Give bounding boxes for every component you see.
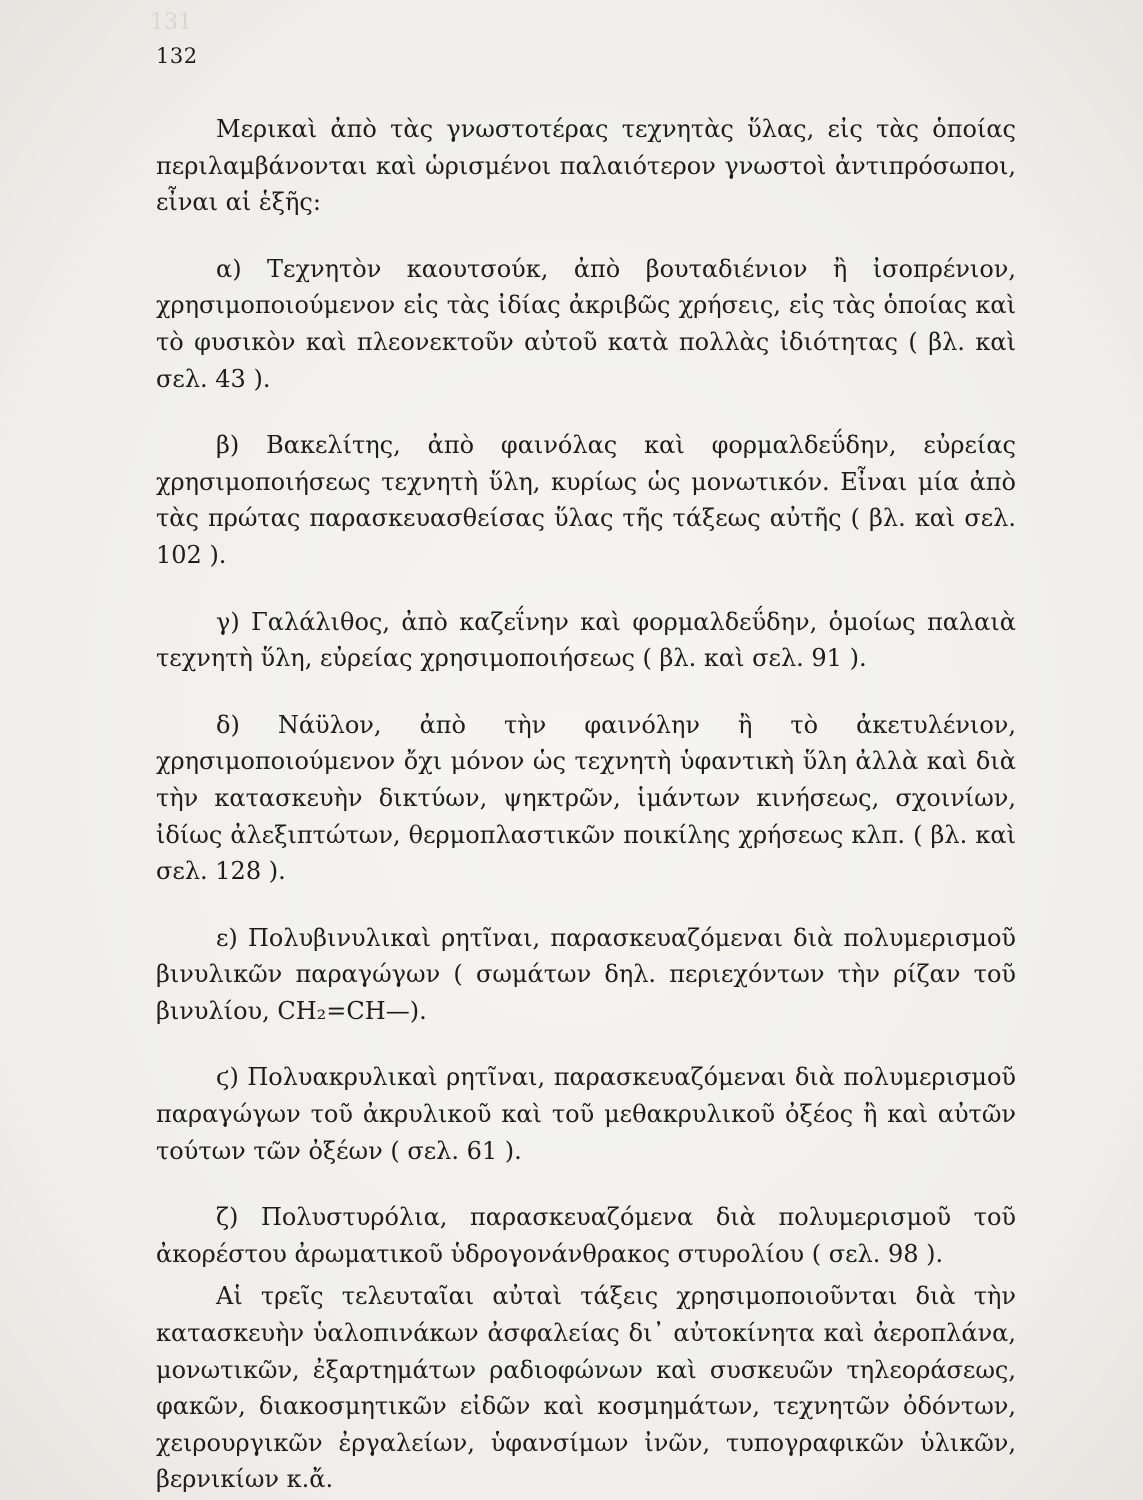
page-number: 132 [156,44,198,68]
list-label: δ) [216,710,240,739]
list-label: γ) [216,607,240,636]
list-label: ε) [216,923,238,952]
list-label: ϛ) [216,1063,239,1092]
paragraph-text: Βακελίτης, ἀπὸ φαινόλας καὶ φορμαλδεΰδην, εὐρείας χρησιμοποιήσεως τεχνητὴ ὕλη, κυρίως ὡς μονωτικόν. Εἶναι μία ἀπὸ τὰς πρώτας παρασκευασθείσας ὕλας τῆς τάξεως αὐτῆς ( βλ. καὶ σελ. 102 ). [156,431,1016,569]
intro-paragraph [156,111,1016,221]
paragraph-text: Πολυβινυλικαὶ ρητῖναι, παρασκευαζόμεναι διὰ πολυμερισμοῦ βινυλικῶν παραγώγων ( σωμάτων δηλ. περιεχόντων τὴν ρίζαν τοῦ βινυλίου, CH₂=CH—). [156,923,1016,1025]
body-text [156,111,1016,1498]
paragraph-text: Πολυστυρόλια, παρασκευαζόμενα διὰ πολυμερισμοῦ τοῦ ἀκορέστου ἀρωματικοῦ ὑδρογονάνθρακος στυρολίου ( σελ. 98 ). [156,1203,1016,1268]
list-item-stigma [156,1059,1016,1169]
list-label: β) [216,431,240,460]
paragraph-text: Τεχνητὸν καουτσούκ, ἀπὸ βουταδιένιον ἢ ἰσοπρένιον, χρησιμοποιούμενον εἰς τὰς ἰδίας ἀκριβῶς χρήσεις, εἰς τὰς ὁποίας καὶ τὸ φυσικὸν καὶ πλεονεκτοῦν αὐτοῦ κατὰ πολλὰς ἰδιότητας ( βλ. καὶ σελ. 43 ). [156,254,1016,393]
paragraph-text: Αἱ τρεῖς τελευταῖαι αὐταὶ τάξεις χρησιμοποιοῦνται διὰ τὴν κατασκευὴν ὑαλοπινάκων ἀσφαλείας δι᾽ αὐτοκίνητα καὶ ἀεροπλάνα, μονωτικῶν, ἐξαρτημάτων ραδιοφώνων καὶ συσκευῶν τηλεοράσεως, φακῶν, διακοσμητικῶν εἰδῶν καὶ κοσμημάτων, τεχνητῶν ὀδόντων, χειρουργικῶν ἐργαλείων, ὑφανσίμων ἰνῶν, τυπογραφικῶν ὑλικῶν, βερνικίων κ.ἄ. [156,1282,1016,1494]
closing-paragraph [156,1278,1016,1498]
list-label: α) [216,254,242,283]
list-item-gamma [156,604,1016,677]
list-item-zeta [156,1199,1016,1272]
list-item-delta [156,707,1016,890]
list-item-alpha [156,251,1016,397]
bleed-through-page-number: 131 [150,10,192,35]
paragraph-text: Πολυακρυλικαὶ ρητῖναι, παρασκευαζόμεναι διὰ πολυμερισμοῦ παραγώγων τοῦ ἀκρυλικοῦ καὶ τοῦ μεθακρυλικοῦ ὀξέος ἢ καὶ αὐτῶν τούτων τῶν ὀξέων ( σελ. 61 ). [156,1063,1016,1165]
list-label: ζ) [216,1203,239,1232]
paragraph-text: Γαλάλιθος, ἀπὸ καζεΐνην καὶ φορμαλδεΰδην, ὁμοίως παλαιὰ τεχνητὴ ὕλη, εὐρείας χρησιμοποιήσεως ( βλ. καὶ σελ. 91 ). [156,607,1016,673]
paragraph-text: Μερικαὶ ἀπὸ τὰς γνωστοτέρας τεχνητὰς ὕλας, εἰς τὰς ὁποίας περιλαμβάνονται καὶ ὡρισμένοι παλαιότερον γνωστοὶ ἀντιπρόσωποι, εἶναι αἱ ἑξῆς: [156,115,1016,217]
list-item-epsilon [156,920,1016,1030]
paragraph-text: Νάϋλον, ἀπὸ τὴν φαινόλην ἢ τὸ ἀκετυλένιον, χρησιμοποιούμενον ὄχι μόνον ὡς τεχνητὴ ὑφαντικὴ ὕλη ἀλλὰ καὶ διὰ τὴν κατασκευὴν δικτύων, ψηκτρῶν, ἱμάντων κινήσεως, σχοινίων, ἰδίως ἀλεξιπτώτων, θερμοπλαστικῶν ποικίλης χρήσεως κλπ. ( βλ. καὶ σελ. 128 ). [156,710,1016,886]
list-item-beta [156,427,1016,573]
